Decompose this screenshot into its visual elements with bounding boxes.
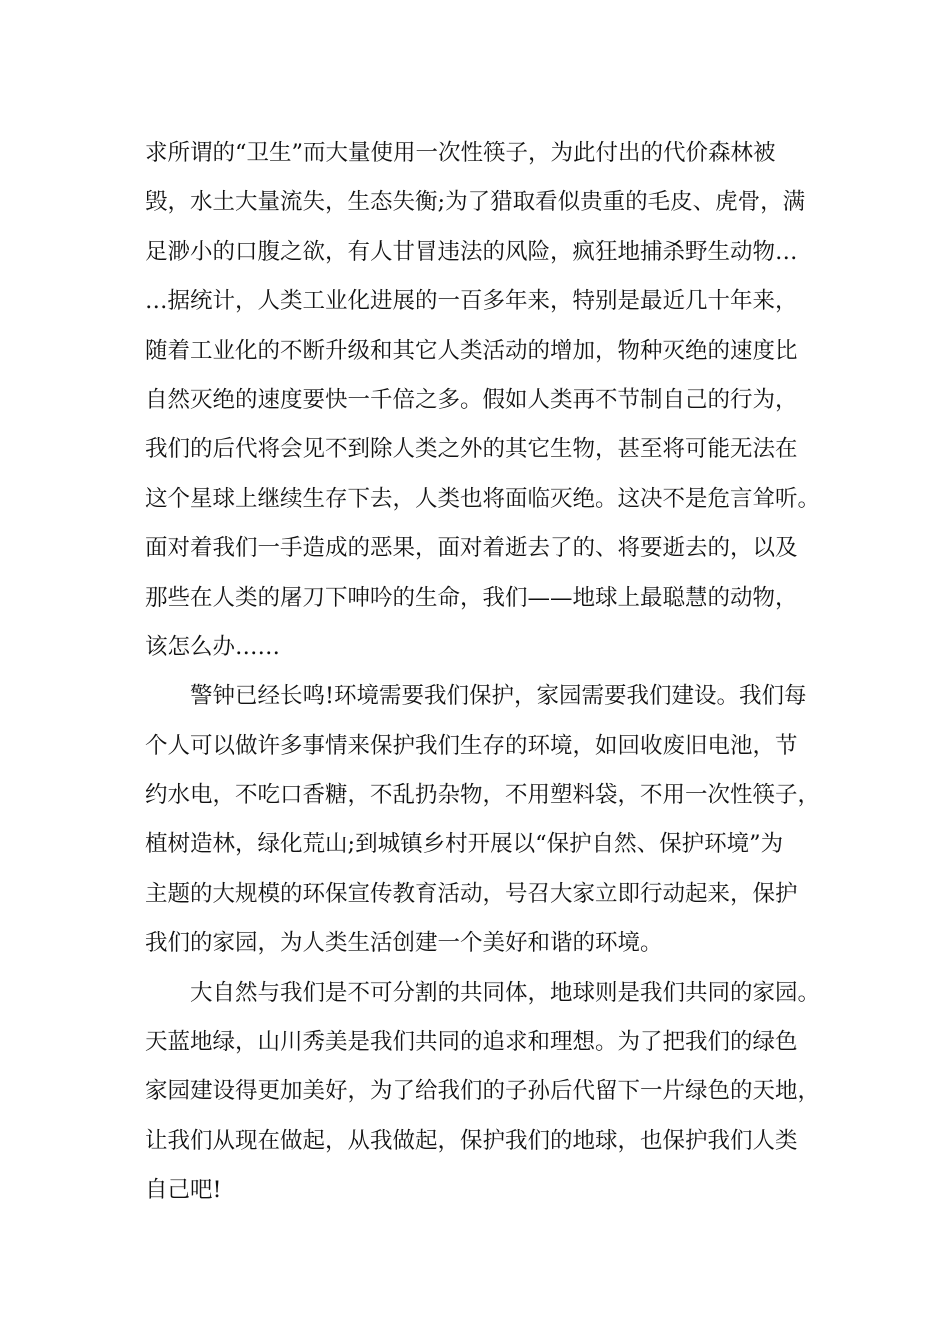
text-line: 家园建设得更加美好，为了给我们的子孙后代留下一片绿色的天地， [145, 1078, 821, 1105]
document-body [145, 129, 835, 1216]
text-line: 随着工业化的不断升级和其它人类活动的增加，物种灭绝的速度比 [145, 337, 798, 364]
text-line: 主题的大规模的环保宣传教育活动，号召大家立即行动起来，保护 [145, 880, 798, 907]
text-line: 让我们从现在做起，从我做起，保护我们的地球，也保护我们人类 [145, 1127, 798, 1154]
text-line: 天蓝地绿，山川秀美是我们共同的追求和理想。为了把我们的绿色 [145, 1029, 798, 1056]
text-line: 约水电，不吃口香糖，不乱扔杂物，不用塑料袋，不用一次性筷子， [145, 782, 821, 809]
text-line: 植树造林，绿化荒山;到城镇乡村开展以“保护自然、保护环境”为 [145, 831, 784, 858]
text-line: 毁，水土大量流失，生态失衡;为了猎取看似贵重的毛皮、虎骨，满 [145, 189, 806, 216]
text-line: 我们的后代将会见不到除人类之外的其它生物，甚至将可能无法在 [145, 436, 798, 463]
text-line: 面对着我们一手造成的恶果，面对着逝去了的、将要逝去的，以及 [145, 535, 798, 562]
text-line: 这个星球上继续生存下去，人类也将面临灭绝。这决不是危言耸听。 [145, 485, 821, 512]
text-line: 个人可以做许多事情来保护我们生存的环境，如回收废旧电池，节 [145, 732, 798, 759]
text-line: …据统计，人类工业化进展的一百多年来，特别是最近几十年来， [145, 288, 798, 315]
text-line: 那些在人类的屠刀下呻吟的生命，我们——地球上最聪慧的动物， [145, 584, 798, 611]
text-line: 足渺小的口腹之欲，有人甘冒违法的风险，疯狂地捕杀野生动物… [145, 238, 798, 265]
paragraph-first-line: 大自然与我们是不可分割的共同体，地球则是我们共同的家园。 [145, 979, 821, 1006]
paragraph-first-line: 警钟已经长鸣!环境需要我们保护，家园需要我们建设。我们每 [145, 683, 807, 710]
text-line: 求所谓的“卫生”而大量使用一次性筷子，为此付出的代价森林被 [145, 140, 776, 166]
text-line: 自然灭绝的速度要快一千倍之多。假如人类再不节制自己的行为， [145, 386, 798, 413]
text-line: 我们的家园，为人类生活创建一个美好和谐的环境。 [145, 930, 663, 957]
text-line: 该怎么办…… [145, 633, 281, 660]
text-line: 自己吧! [145, 1177, 222, 1204]
